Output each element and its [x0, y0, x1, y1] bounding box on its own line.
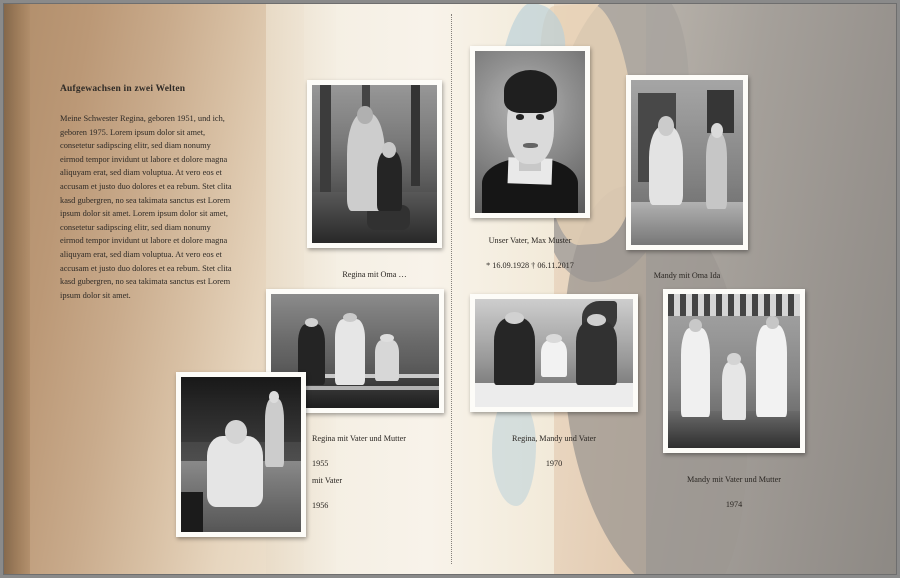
photo-image: [668, 294, 800, 448]
photo-mandy-mit-vater-und-mutter[interactable]: [663, 289, 805, 453]
photo-unser-vater-max-muster[interactable]: [470, 46, 590, 218]
caption-text: Unser Vater, Max Muster: [488, 235, 572, 245]
photo-regina-mit-oma[interactable]: [307, 80, 442, 248]
caption-text: Regina, Mandy und Vater: [512, 433, 596, 443]
photo-regina-mandy-und-vater[interactable]: [470, 294, 638, 412]
photo-mandy-mit-oma-ida[interactable]: [626, 75, 748, 250]
background-left-edge: [4, 4, 30, 574]
caption-mit-vater: [312, 462, 472, 526]
caption-text: Regina mit Oma …: [342, 269, 407, 279]
photo-image: [181, 377, 301, 532]
caption-year: 1956: [312, 501, 329, 511]
caption-regina-mandy-und-vater: [470, 420, 638, 484]
story-text-column: [60, 84, 232, 303]
caption-unser-vater-max-muster: [460, 222, 600, 286]
caption-text: Regina mit Vater und Mutter: [312, 433, 406, 443]
photo-mit-vater[interactable]: [176, 372, 306, 537]
photo-image: [475, 299, 633, 407]
photo-image: [631, 80, 743, 245]
story-body-text: Meine Schwester Regina, geboren 1951, und ich, geboren 1975. Lorem ipsum dolor sit amet, consetetur sadipscing elitr, sed diam nonumy eirmod tempor invidunt ut labore et dolore magna aliquyam erat, sed diam voluptua. At vero eos et accusam et justo duo dolores et ea rebum. Stet clita kasd gubergren, no sea takimata sanctus est Lorem ipsum dolor sit amet. Lorem ipsum dolor sit amet, consetetur sadipscing elitr, sed diam nonumy eirmod tempor invidunt ut labore et dolore magna aliquyam erat, sed diam voluptua. At vero eos et accusam et justo duo dolores et ea rebum. Stet clita kasd gubergren, no sea takimata sanctus est Lorem ipsum dolor sit amet.: [60, 114, 232, 300]
caption-text: Mandy mit Vater und Mutter: [687, 474, 781, 484]
caption-text: mit Vater: [312, 475, 343, 485]
caption-year: 1970: [545, 459, 563, 469]
caption-year: 1955: [312, 459, 329, 469]
caption-year: 1974: [725, 500, 743, 510]
photo-image: [475, 51, 585, 213]
caption-dates: * 16.09.1928 † 06.11.2017: [486, 261, 574, 271]
page-title: Aufgewachsen in zwei Welten: [60, 84, 186, 94]
photo-image: [312, 85, 437, 243]
caption-mandy-mit-vater-und-mutter: [653, 461, 815, 525]
caption-text: Mandy mit Oma Ida: [653, 270, 721, 280]
photo-book-spread: [4, 4, 896, 574]
